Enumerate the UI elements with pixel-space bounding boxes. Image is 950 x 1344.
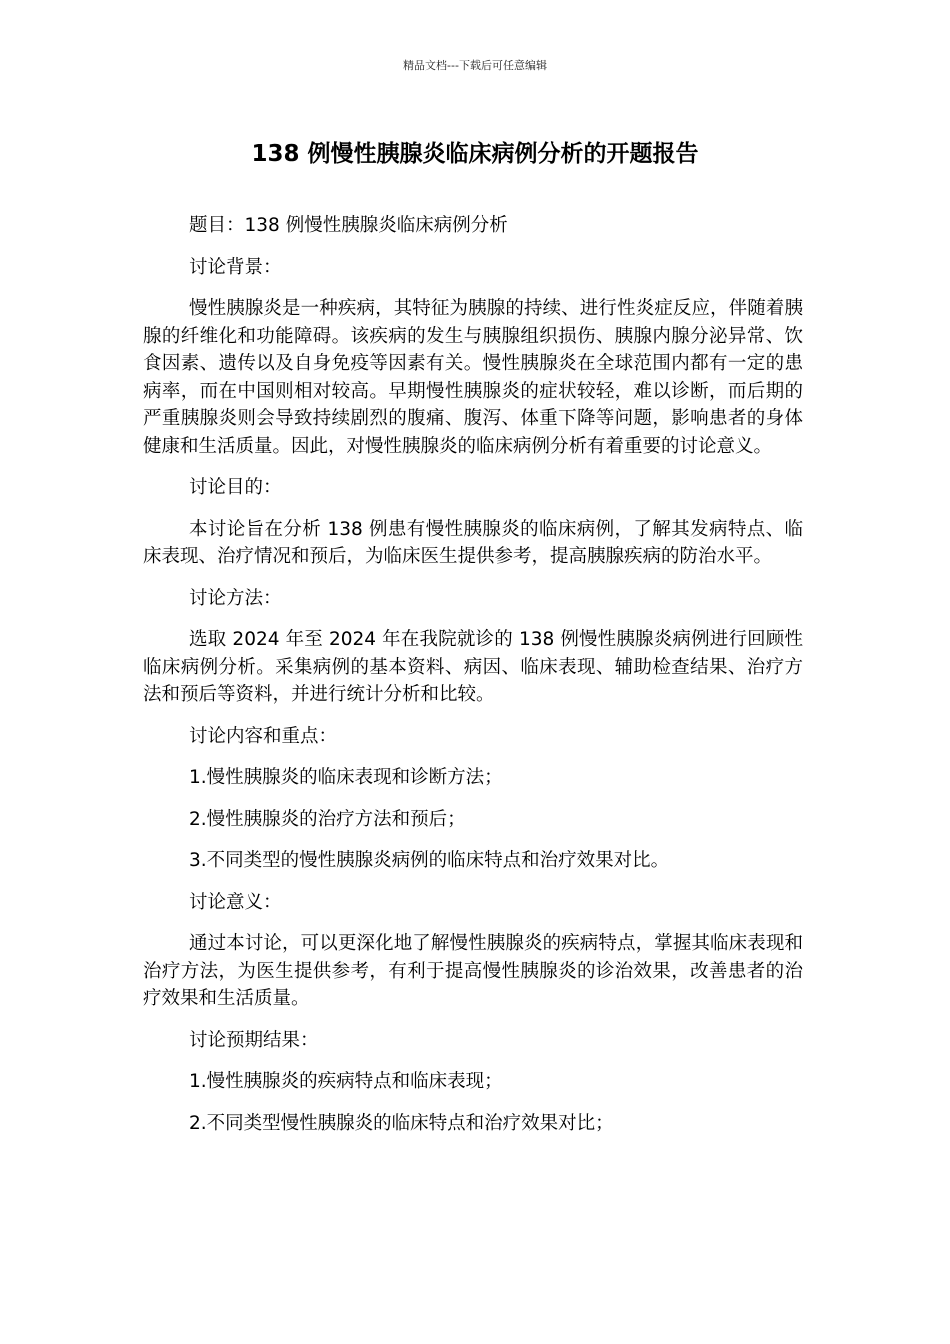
purpose-paragraph: 本讨论旨在分析 138 例患有慢性胰腺炎的临床病例，了解其发病特点、临床表现、治疗情况和预后，为临床医生提供参考，提高胰腺疾病的防治水平。	[143, 518, 803, 567]
section-heading-purpose: 讨论目的：	[189, 477, 282, 498]
section-heading-significance: 讨论意义：	[189, 891, 282, 913]
document-title: 138 例慢性胰腺炎临床病例分析的开题报告	[251, 141, 699, 167]
section-heading-method: 讨论方法：	[189, 587, 282, 609]
section-heading-expected-results: 讨论预期结果：	[189, 1029, 319, 1051]
expected-result-item-2: 2.不同类型慢性胰腺炎的临床特点和治疗效果对比；	[189, 1112, 614, 1134]
content-item-2: 2.慢性胰腺炎的治疗方法和预后；	[189, 808, 466, 830]
section-heading-content: 讨论内容和重点：	[189, 725, 338, 747]
section-heading-background: 讨论背景：	[189, 256, 282, 278]
document-body	[143, 212, 803, 1151]
expected-result-item-1: 1.慢性胰腺炎的疾病特点和临床表现；	[189, 1071, 503, 1092]
header-note: 精品文档---下载后可任意编辑	[403, 59, 547, 72]
content-item-3: 3.不同类型的慢性胰腺炎病例的临床特点和治疗效果对比。	[189, 850, 670, 871]
background-paragraph: 慢性胰腺炎是一种疾病，其特征为胰腺的持续、进行性炎症反应，伴随着胰腺的纤维化和功能障碍。该疾病的发生与胰腺组织损伤、胰腺内腺分泌异常、饮食因素、遗传以及自身免疫等因素有关。慢性胰腺炎在全球范围内都有一定的患病率，而在中国则相对较高。早期慢性胰腺炎的症状较轻，难以诊断，而后期的严重胰腺炎则会导致持续剧烈的腹痛、腹泻、体重下降等问题，影响患者的身体健康和生活质量。因此，对慢性胰腺炎的临床病例分析有着重要的讨论意义。	[143, 298, 803, 457]
content-item-1: 1.慢性胰腺炎的临床表现和诊断方法；	[189, 767, 503, 788]
significance-paragraph: 通过本讨论，可以更深化地了解慢性胰腺炎的疾病特点，掌握其临床表现和治疗方法，为医生提供参考，有利于提高慢性胰腺炎的诊治效果，改善患者的治疗效果和生活质量。	[143, 933, 803, 1009]
method-paragraph: 选取 2024 年至 2024 年在我院就诊的 138 例慢性胰腺炎病例进行回顾性临床病例分析。采集病例的基本资料、病因、临床表现、辅助检查结果、治疗方法和预后等资料，并进行统计分析和比较。	[143, 629, 803, 705]
topic-line: 题目：138 例慢性胰腺炎临床病例分析	[189, 215, 508, 236]
